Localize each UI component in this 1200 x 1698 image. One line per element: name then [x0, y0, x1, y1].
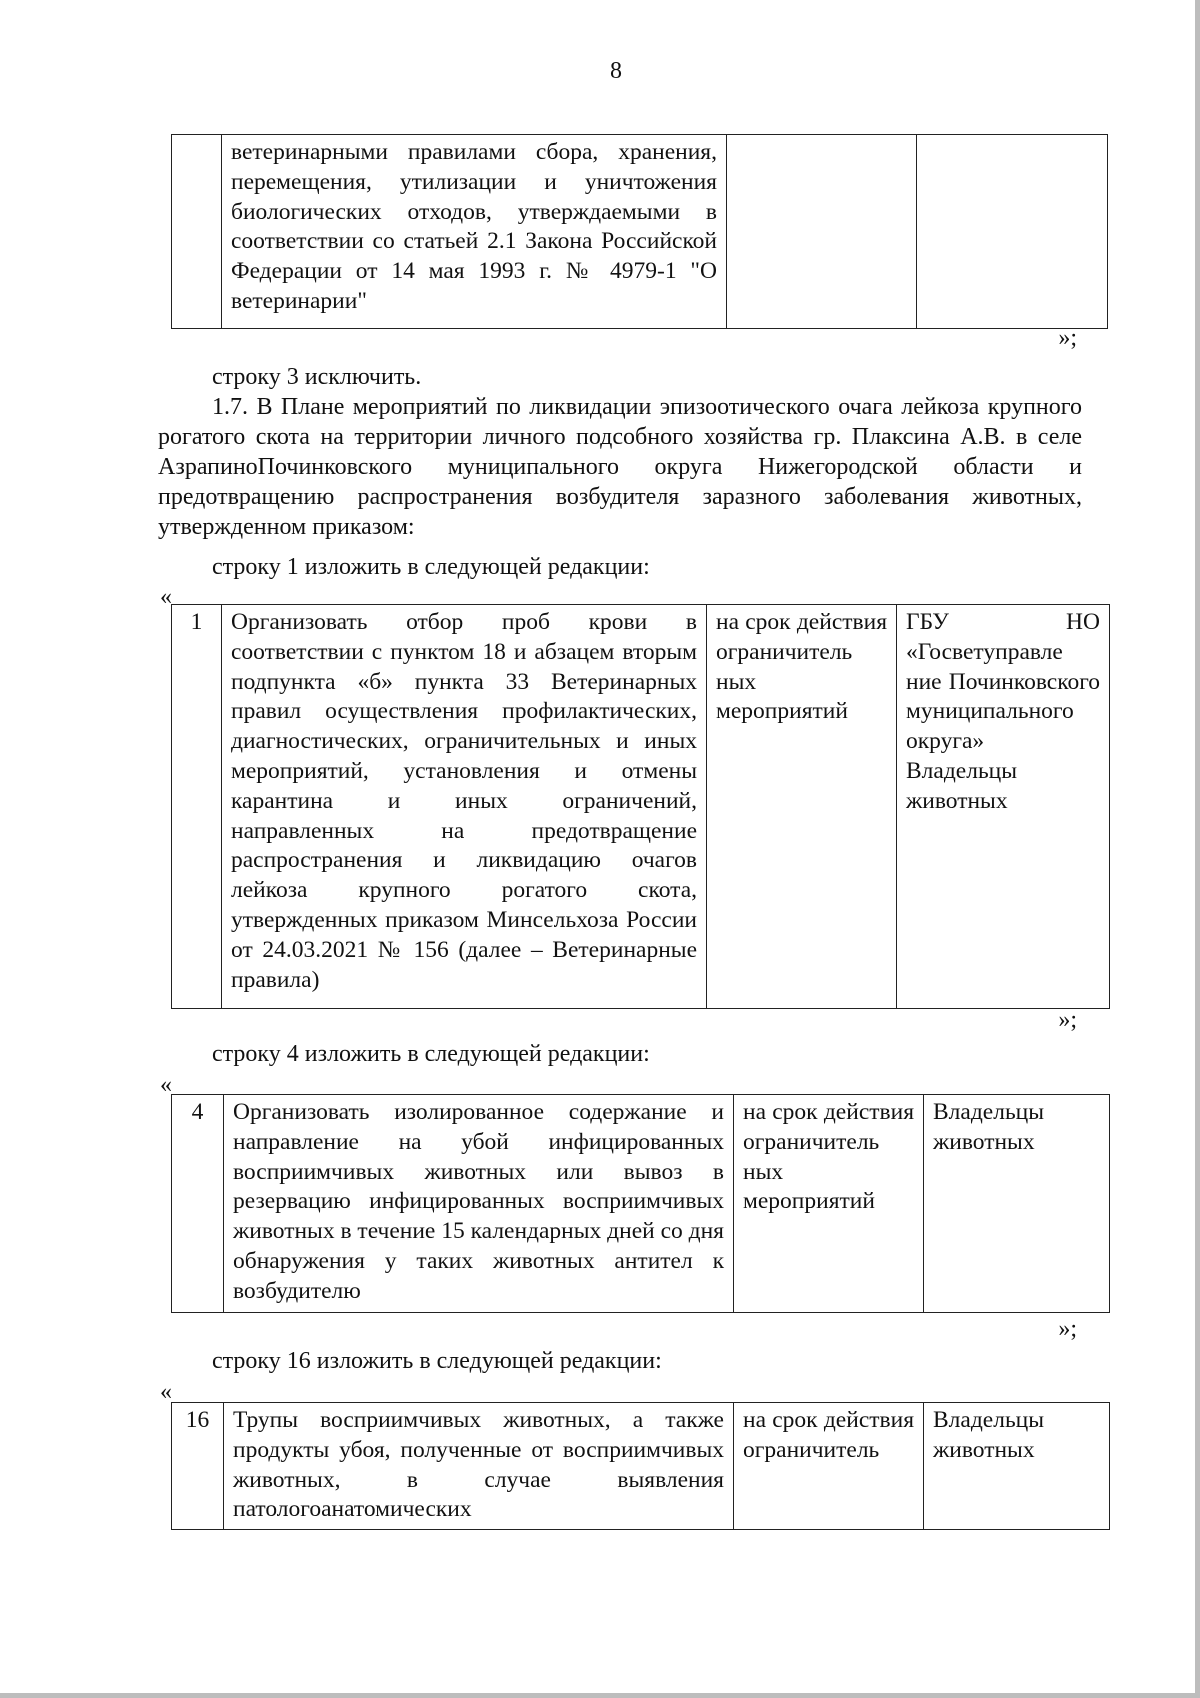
term-cell: на срок действия ограничитель ных мероприятий	[734, 1095, 924, 1313]
line-row4: строку 4 изложить в следующей редакции:	[212, 1041, 650, 1067]
responsible-cell: ГБУ НО «Госветуправле ние Починковского муниципального округа» Владельцы животных	[897, 605, 1110, 1009]
paragraph-1-7	[158, 392, 1082, 542]
measure-cell: ветеринарными правилами сбора, хранения, перемещения, утилизации и уничтожения биологических отходов, утверждаемыми в соответствии со статьей 2.1 Закона Российской Федерации от 14 мая 1993 г. № 4979-1 "О ветеринарии"	[222, 135, 727, 329]
paragraph-1-7-text: 1.7. В Плане мероприятий по ликвидации эпизоотического очага лейкоза крупного рогатого скота на территории личного подсобного хозяйства гр. Плаксина А.В. в селе АзрапиноПочинковского муниципального округа Нижегородской области и предотвращению распространения возбудителя заразного заболевания животных, утвержденном приказом:	[158, 394, 1082, 540]
row-number-cell: 16	[172, 1403, 224, 1530]
opening-quote-2: «	[160, 1072, 172, 1098]
page-number: 8	[610, 58, 622, 84]
line-row1: строку 1 изложить в следующей редакции:	[212, 554, 650, 580]
opening-quote-1: «	[160, 584, 172, 610]
table-row	[172, 1403, 1110, 1530]
measure-cell: Организовать изолированное содержание и направление на убой инфицированных восприимчивых животных или вывоз в резервацию инфицированных восприимчивых животных в течение 15 календарных дней со дня обнаружения у таких животных антител к возбудителю	[224, 1095, 734, 1313]
measure-cell: Трупы восприимчивых животных, а также продукты убоя, полученные от восприимчивых животных, в случае выявления патологоанатомических	[224, 1403, 734, 1530]
term-cell: на срок действия ограничитель	[734, 1403, 924, 1530]
term-cell	[727, 135, 917, 329]
line-row16: строку 16 изложить в следующей редакции:	[212, 1348, 662, 1374]
closing-quote-3: »;	[1058, 1316, 1077, 1342]
opening-quote-3: «	[160, 1379, 172, 1405]
term-cell: на срок действия ограничитель ных мероприятий	[707, 605, 897, 1009]
table-row	[172, 605, 1110, 1009]
responsible-cell	[917, 135, 1108, 329]
closing-quote-2: »;	[1058, 1007, 1077, 1033]
table-row	[172, 135, 1108, 329]
measure-cell: Организовать отбор проб крови в соответствии с пунктом 18 и абзацем вторым подпункта «б» пункта 33 Ветеринарных правил осуществления профилактических, диагностических, ограничительных и иных мероприятий, установления и отмены карантина и иных ограничений, направленных на предотвращение распространения и ликвидацию очагов лейкоза крупного рогатого скота, утвержденных приказом Минсельхоза России от 24.03.2021 № 156 (далее – Ветеринарные правила)	[222, 605, 707, 1009]
row-number-cell: 4	[172, 1095, 224, 1313]
responsible-cell: Владельцы животных	[924, 1403, 1110, 1530]
table-row	[172, 1095, 1110, 1313]
continued-table	[171, 134, 1108, 329]
table-row16	[171, 1402, 1110, 1530]
closing-quote-1: »;	[1058, 325, 1077, 351]
table-row1	[171, 604, 1110, 1009]
row-number-cell	[172, 135, 222, 329]
responsible-cell: Владельцы животных	[924, 1095, 1110, 1313]
table-row4	[171, 1094, 1110, 1313]
row-number-cell: 1	[172, 605, 222, 1009]
line-row3: строку 3 исключить.	[212, 364, 422, 390]
